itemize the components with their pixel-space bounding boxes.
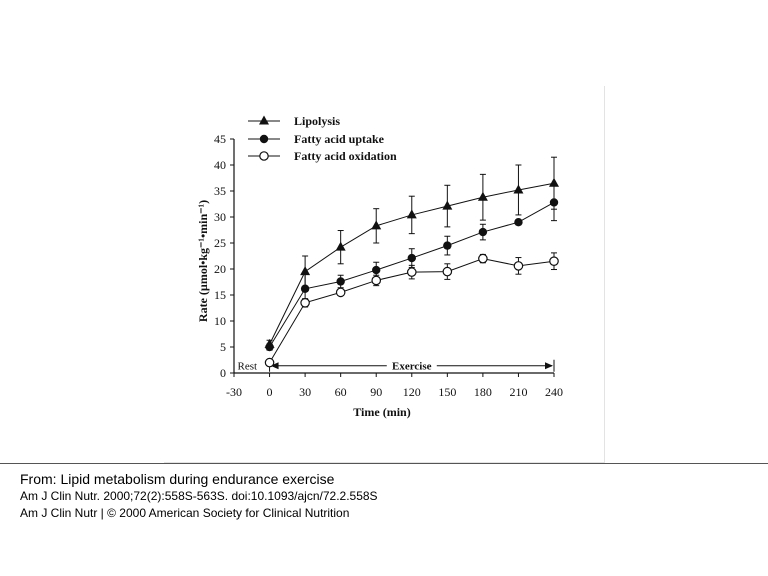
fatty-acid-oxidation-point <box>408 268 416 276</box>
x-tick-label: 60 <box>334 385 347 399</box>
x-tick-label: 120 <box>402 385 421 399</box>
fatty-acid-oxidation-point <box>514 262 522 270</box>
y-tick-label: 0 <box>220 366 226 380</box>
fatty-acid-oxidation-point <box>301 299 309 307</box>
lipolysis-point <box>336 242 346 251</box>
chart <box>164 86 604 462</box>
y-tick-label: 30 <box>214 210 226 224</box>
x-axis-title: Time (min) <box>353 405 411 419</box>
x-tick-label: 150 <box>438 385 457 399</box>
fatty-acid-uptake-point <box>265 343 273 351</box>
fatty-acid-oxidation-point <box>336 288 344 296</box>
fatty-acid-uptake-point <box>372 266 380 274</box>
source-title: From: Lipid metabolism during endurance exercise <box>20 471 335 487</box>
fatty-acid-uptake-point <box>408 254 416 262</box>
fatty-acid-oxidation-point <box>265 358 273 366</box>
x-tick-label: 90 <box>370 385 383 399</box>
fatty-acid-oxidation-point <box>550 257 558 265</box>
y-tick-label: 35 <box>214 184 226 198</box>
legend-label-fatty-acid-uptake: Fatty acid uptake <box>294 132 384 146</box>
fatty-acid-oxidation-point <box>443 267 451 275</box>
y-tick-label: 10 <box>214 314 226 328</box>
fatty-acid-uptake-point <box>479 228 487 236</box>
fatty-acid-uptake-point <box>301 285 309 293</box>
legend-label-lipolysis: Lipolysis <box>294 114 341 128</box>
figure-panel <box>164 86 605 463</box>
y-tick-label: 40 <box>214 158 226 172</box>
fatty-acid-oxidation-point <box>479 254 487 262</box>
exercise-label: Exercise <box>392 360 432 373</box>
x-tick-label: 0 <box>266 385 273 399</box>
citation-text: Am J Clin Nutr. 2000;72(2):558S-563S. doi:10.1093/ajcn/72.2.558S <box>20 489 378 503</box>
legend-marker-lipolysis <box>259 116 269 125</box>
x-tick-label: -30 <box>226 385 242 399</box>
y-axis-title: Rate (µmol•kg⁻¹•min⁻¹) <box>196 199 210 323</box>
y-tick-label: 45 <box>214 132 226 146</box>
x-tick-label: 180 <box>473 385 492 399</box>
fatty-acid-uptake-point <box>336 277 344 285</box>
legend-marker-fatty-acid-uptake <box>260 135 268 143</box>
fatty-acid-oxidation-point <box>372 276 380 284</box>
fatty-acid-uptake-point <box>550 198 558 206</box>
rest-label: Rest <box>237 360 258 373</box>
fatty-acid-uptake-point <box>514 218 522 226</box>
x-tick-label: 240 <box>545 385 563 399</box>
x-tick-label: 30 <box>299 385 312 399</box>
lipolysis-point <box>300 266 310 275</box>
y-tick-label: 25 <box>214 236 226 250</box>
lipolysis-point <box>549 178 559 187</box>
citation-footer <box>20 470 378 522</box>
copyright-text: Am J Clin Nutr | © 2000 American Society for Clinical Nutrition <box>20 506 350 520</box>
legend-marker-fatty-acid-oxidation <box>260 152 268 160</box>
y-tick-label: 5 <box>220 340 226 354</box>
y-tick-label: 20 <box>214 262 226 276</box>
x-tick-label: 210 <box>509 385 528 399</box>
fatty-acid-uptake-point <box>443 241 451 249</box>
y-tick-label: 15 <box>214 288 226 302</box>
legend-label-fatty-acid-oxidation: Fatty acid oxidation <box>294 149 397 163</box>
footer-divider <box>0 463 768 464</box>
exercise-arrow-head-right <box>545 362 553 369</box>
